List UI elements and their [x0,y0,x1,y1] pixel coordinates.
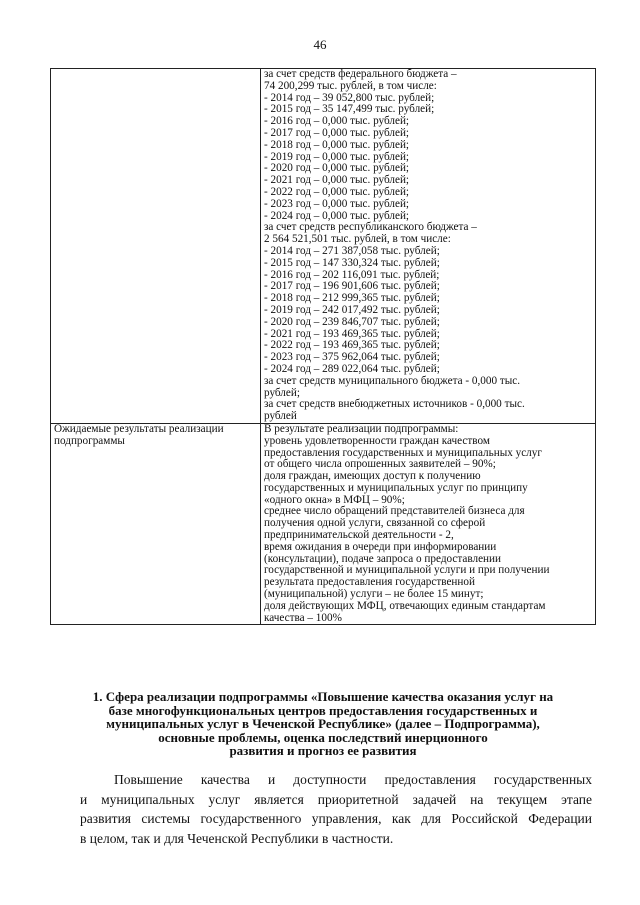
section-heading-line: базе многофункциональных центров предоставления государственных и [108,702,538,718]
funding-line: - 2020 год – 239 846,707 тыс. рублей; [264,315,440,328]
funding-line: - 2021 год – 0,000 тыс. рублей; [264,174,410,187]
funding-line: - 2024 год – 0,000 тыс. рублей; [264,209,410,222]
result-line: доля граждан, имеющих доступ к получению [264,470,481,483]
result-line: уровень удовлетворенности граждан качеством [264,434,490,447]
funding-line: - 2020 год – 0,000 тыс. рублей; [264,162,410,175]
paragraph-line: развития системы государственного управления, как для Российской Федерации [80,811,592,826]
result-line: среднее число обращений представителей бизнеса для [264,505,525,518]
result-line: государственных и муниципальных услуг по принципу [264,481,528,494]
result-line: предпринимательской деятельности - 2, [264,529,454,542]
result-line: доля действующих МФЦ, отвечающих единым стандартам [264,599,546,612]
page-number: 46 [313,37,327,52]
result-line: (муниципальной) услуги – не более 15 минут; [264,588,484,601]
funding-line: за счет средств федерального бюджета – [264,68,457,80]
paragraph-line: в целом, так и для Чеченской Республики в частности. [80,830,394,846]
table-cell-value [261,423,596,625]
funding-line: - 2021 год – 193 469,365 тыс. рублей; [264,327,440,340]
funding-line: 74 200,299 тыс. рублей, в том числе: [264,79,437,92]
funding-line: за счет средств внебюджетных источников - 0,000 тыс. [264,398,525,411]
section-heading-line: основные проблемы, оценка последствий инерционного [158,729,488,745]
funding-line: - 2018 год – 212 999,365 тыс. рублей; [264,292,440,305]
paragraph-line: Повышение качества и доступности предоставления государственных [114,772,592,787]
funding-line: - 2015 год – 35 147,499 тыс. рублей; [264,103,435,116]
funding-line: - 2017 год – 0,000 тыс. рублей; [264,126,410,139]
funding-line: - 2014 год – 271 387,058 тыс. рублей; [264,244,440,257]
result-line: (консультации), подаче запроса о предоставлении [264,552,501,565]
funding-line: - 2023 год – 375 962,064 тыс. рублей; [264,351,440,364]
result-line: «одного окна» в МФЦ – 90%; [264,493,405,506]
section-heading-line: развития и прогноз ее развития [229,743,417,759]
body-paragraph [80,770,592,848]
table-row [51,423,596,625]
funding-line: - 2019 год – 0,000 тыс. рублей; [264,150,410,163]
passport-table [50,68,596,625]
funding-line: - 2014 год – 39 052,800 тыс. рублей; [264,91,435,104]
result-line: качества – 100% [264,611,342,624]
result-line: предоставления государственных и муниципальных услуг [264,446,542,459]
result-line: результата предоставления государственной [264,576,475,589]
funding-line: - 2017 год – 196 901,606 тыс. рублей; [264,280,440,293]
funding-line: - 2022 год – 0,000 тыс. рублей; [264,185,410,198]
table-cell-value [261,69,596,424]
paragraph-line: и муниципальных услуг является приоритетной задачей на текущем этапе [80,791,592,807]
funding-line: - 2015 год – 147 330,324 тыс. рублей; [264,256,440,269]
funding-line: - 2023 год – 0,000 тыс. рублей; [264,197,410,210]
result-line: время ожидания в очереди при информировании [264,540,497,553]
section-heading-line: 1. Сфера реализации подпрограммы «Повышение качества оказания услуг на [92,689,554,704]
section-heading-line: муниципальных услуг в Чеченской Республике» (далее – Подпрограмма), [106,716,540,732]
result-line: государственной и муниципальной услуги и при получении [264,564,550,577]
funding-line: за счет средств муниципального бюджета - 0,000 тыс. [264,374,521,387]
funding-line: - 2019 год – 242 017,492 тыс. рублей; [264,303,440,316]
funding-line: - 2016 год – 0,000 тыс. рублей; [264,115,410,128]
table-cell-label [51,69,261,424]
funding-line: - 2022 год – 193 469,365 тыс. рублей; [264,339,440,352]
result-line: от общего числа опрошенных заявителей – 90%; [264,458,496,471]
result-line: получения одной услуги, связанной со сферой [264,517,486,530]
funding-line: за счет средств республиканского бюджета – [264,221,477,234]
table-cell-label: Ожидаемые результаты реализации подпрограммы [51,423,261,625]
table-row [51,69,596,424]
funding-line: - 2016 год – 202 116,091 тыс. рублей; [264,268,440,281]
section-heading [66,690,580,758]
funding-line: рублей; [264,386,300,399]
funding-line: рублей [264,410,297,423]
funding-line: 2 564 521,501 тыс. рублей, в том числе: [264,233,451,246]
result-line: В результате реализации подпрограммы: [264,422,459,435]
funding-line: - 2018 год – 0,000 тыс. рублей; [264,138,410,151]
funding-line: - 2024 год – 289 022,064 тыс. рублей; [264,362,440,375]
